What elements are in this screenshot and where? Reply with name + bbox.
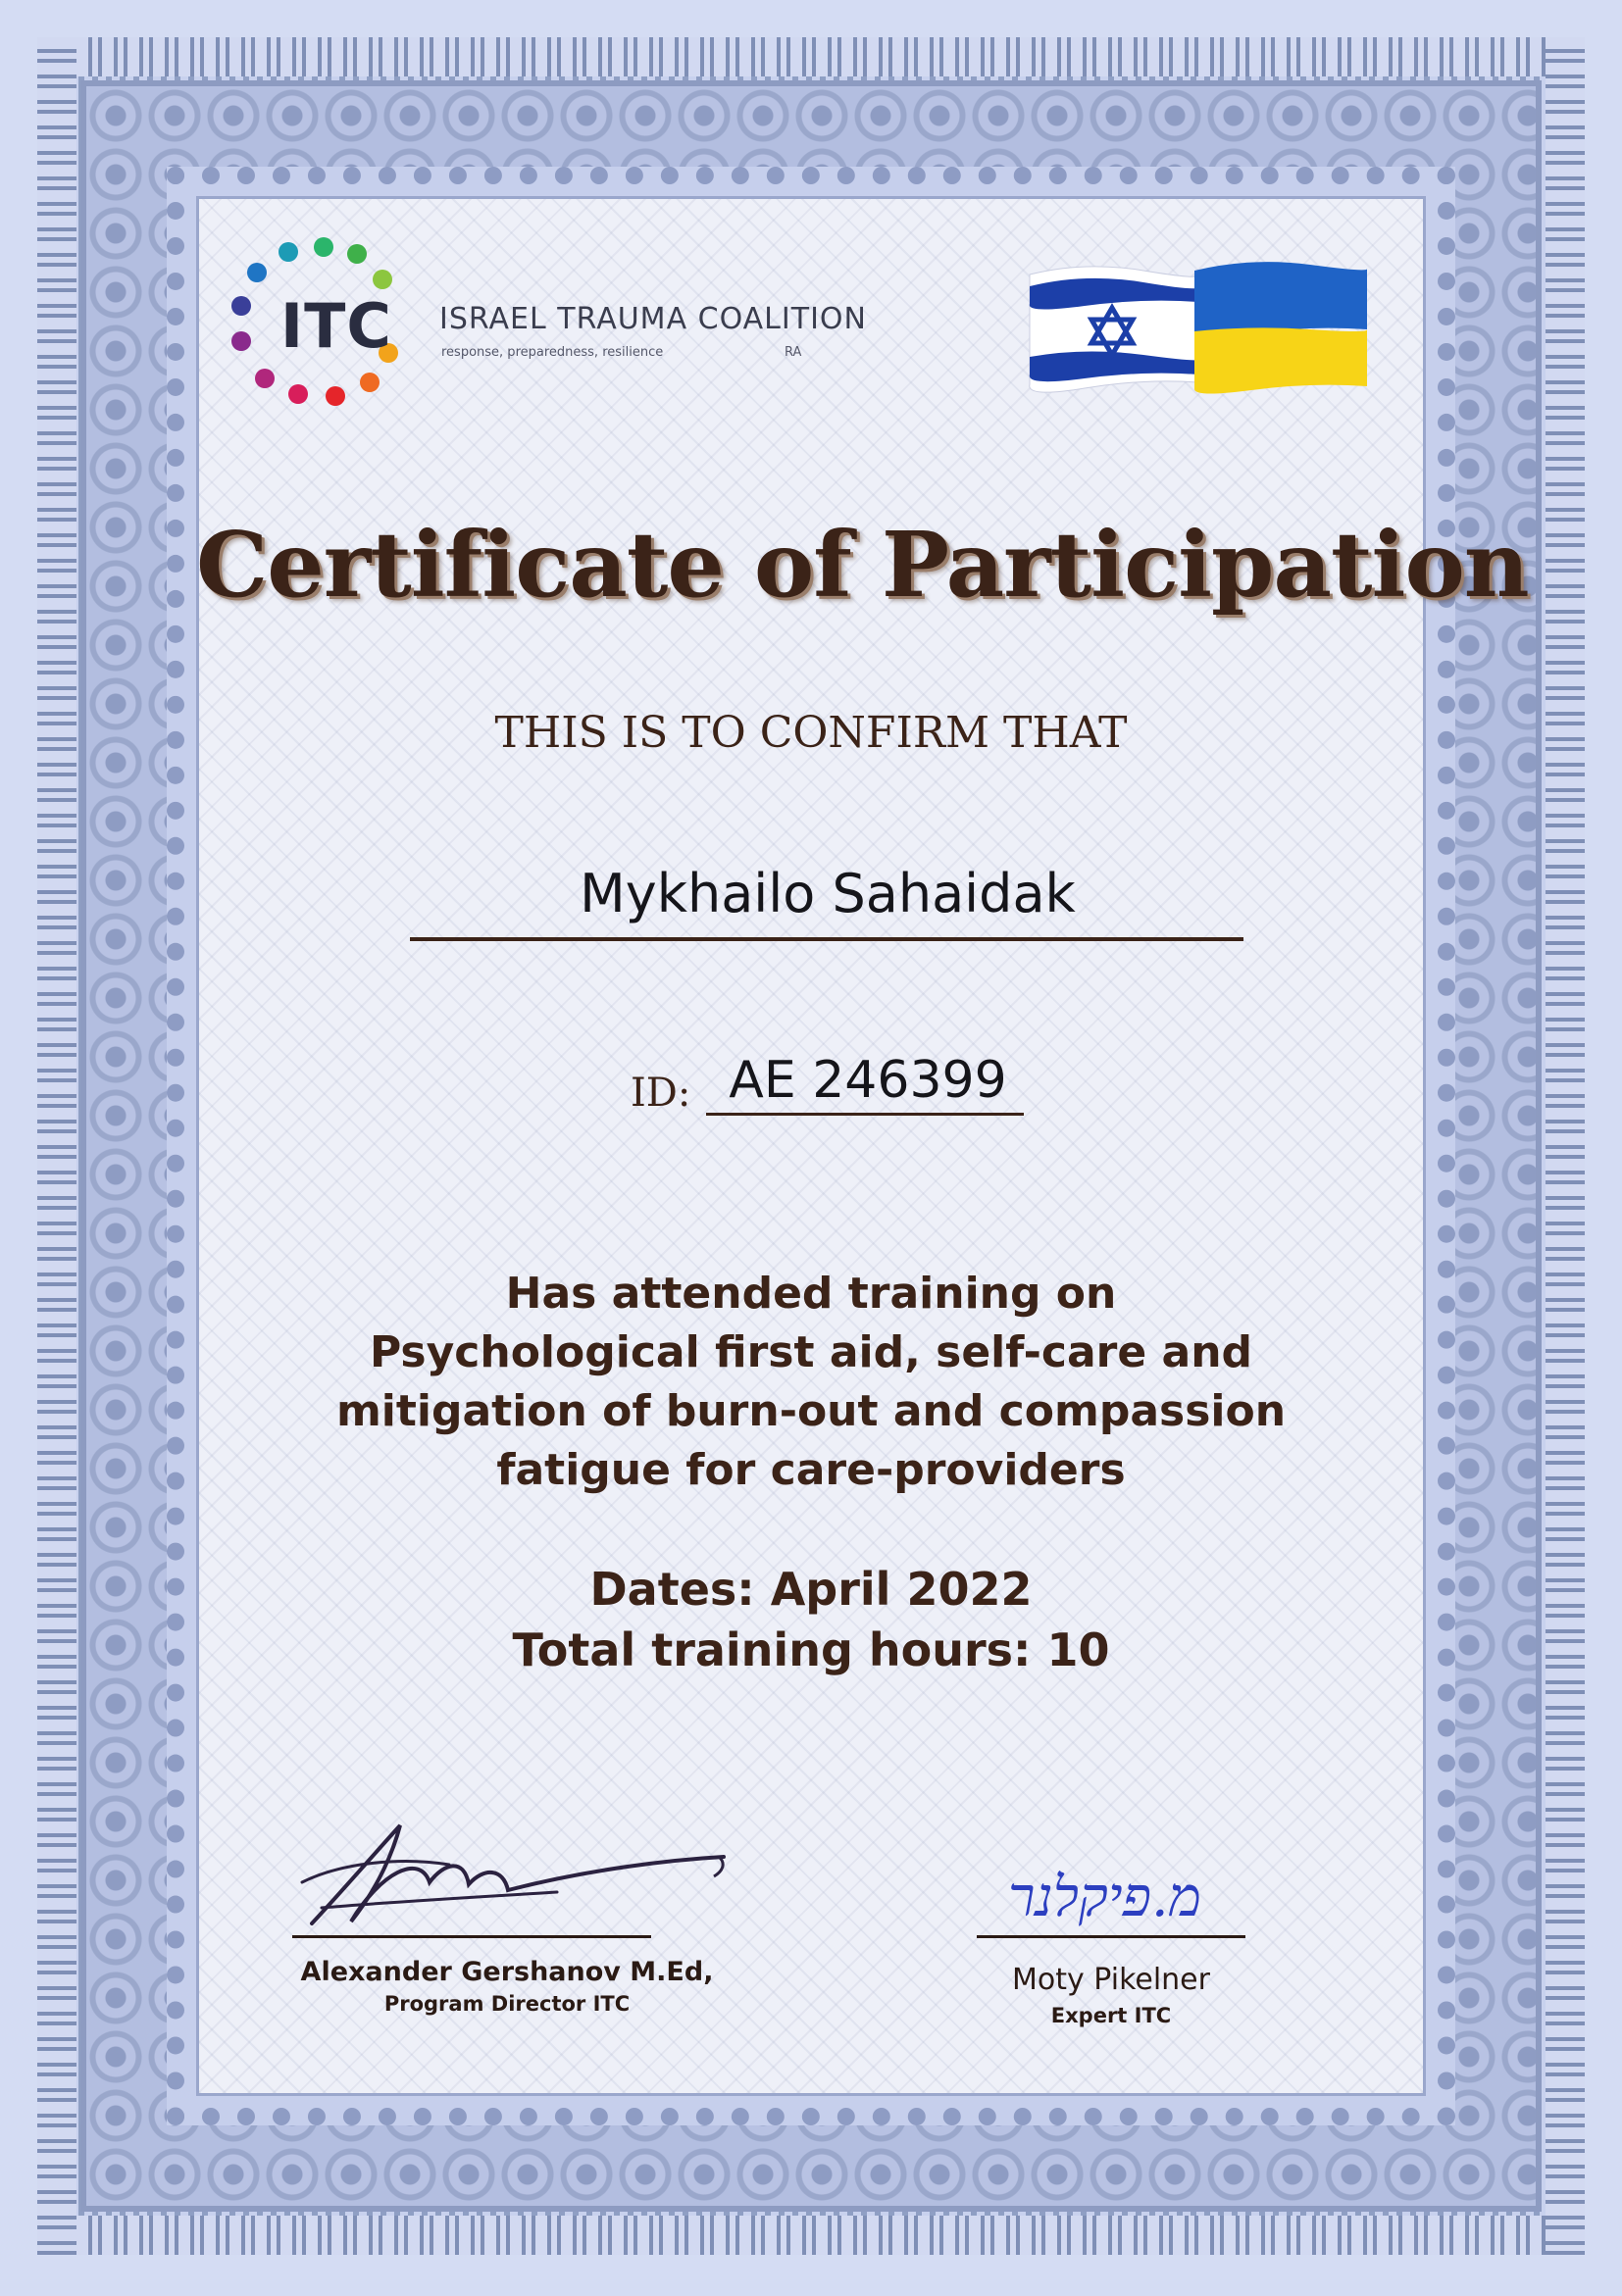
greek-key-border-left <box>37 37 76 2255</box>
hours-line: Total training hours: 10 <box>512 1623 1110 1676</box>
organization-suffix: RA <box>785 345 802 360</box>
certificate-body <box>196 196 1529 2096</box>
logo-text: ITC <box>280 290 392 362</box>
organization-name: ISRAEL TRAUMA COALITION <box>439 302 867 336</box>
recipient-underline <box>410 937 1243 941</box>
greek-key-border-right <box>1546 37 1585 2255</box>
certificate-title: Certificate of Participation <box>196 512 1529 618</box>
signature-line <box>977 1935 1245 1938</box>
greek-key-border-top <box>37 37 1585 76</box>
id-underline <box>706 1113 1024 1116</box>
handwritten-signature-icon <box>998 1853 1263 1941</box>
signature-script: מ.פיקלנר <box>1008 1866 1201 1929</box>
signature-line <box>292 1935 651 1938</box>
organization-tagline: response, preparedness, resilience <box>441 345 664 360</box>
greek-key-border-bottom <box>37 2216 1585 2255</box>
dates-line: Dates: April 2022 <box>589 1563 1033 1616</box>
training-line: Has attended training on <box>505 1269 1117 1319</box>
id-label: ID: <box>631 1071 691 1116</box>
confirm-line: THIS IS TO CONFIRM THAT <box>494 708 1128 758</box>
signatory-name: Alexander Gershanov M.Ed, <box>300 1957 714 1987</box>
signatory-role: Expert ITC <box>1050 2004 1172 2027</box>
training-description <box>294 1265 1328 1500</box>
training-line: Psychological first aid, self-care and <box>369 1327 1253 1377</box>
signatory-role: Program Director ITC <box>383 1992 631 2016</box>
signatory-name: Moty Pikelner <box>1012 1963 1210 1997</box>
israel-ukraine-flags-icon <box>1026 253 1371 400</box>
training-line: fatigue for care-providers <box>496 1445 1126 1495</box>
handwritten-signature-icon <box>282 1814 734 1931</box>
training-details <box>294 1559 1328 1680</box>
training-line: mitigation of burn-out and compassion <box>335 1386 1287 1436</box>
recipient-name: Mykhailo Sahaidak <box>580 863 1076 924</box>
id-value: AE 246399 <box>729 1051 1007 1110</box>
